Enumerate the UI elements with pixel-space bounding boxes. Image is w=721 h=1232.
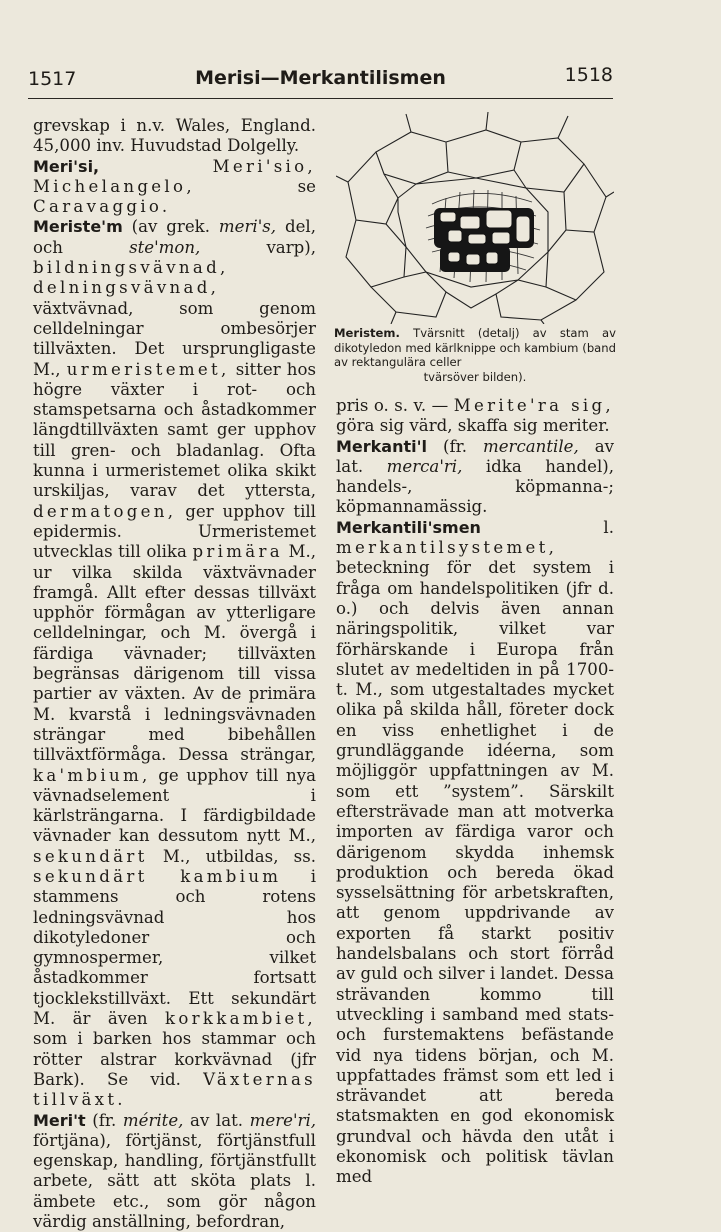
- text: pris o. s. v. —: [336, 396, 449, 415]
- text: l.: [603, 517, 614, 537]
- headword-merkantilismen: Merkantili'smen: [336, 517, 481, 537]
- etymology: merca'ri,: [386, 456, 463, 476]
- caption-text: Tvärsnitt (detalj) av stam av dikotyledon med kärlknippe och kambium (band av rektangulära celler: [334, 326, 617, 369]
- page-number-left: 1517: [28, 68, 77, 90]
- headword-meristem: Meriste'm: [33, 217, 123, 237]
- spaced-term: merkantilsystemet,: [336, 538, 558, 558]
- cell-section-drawing: [336, 112, 614, 324]
- headword-merit: Meri't: [33, 1110, 86, 1130]
- etymology: mercantile,: [482, 436, 579, 456]
- entry-meristem: [33, 217, 316, 1110]
- etymology: mere'ri,: [249, 1110, 317, 1130]
- running-title: Merisi—Merkantilismen: [195, 67, 446, 89]
- spaced-term: urmeristemet,: [66, 359, 230, 379]
- entry-merkantil: [336, 437, 614, 518]
- right-column: [336, 396, 614, 1188]
- text: idka handel), handels-, köpmanna-; köpmannamässig.: [336, 456, 614, 517]
- left-column: [33, 116, 316, 1232]
- spaced-term: Merite'ra sig,: [453, 396, 615, 415]
- headword-merisi: Meri'si,: [33, 156, 100, 176]
- entry-merit-continued: [336, 396, 614, 437]
- text: beteckning för det system i fråga om handelspolitiken (jfr d. o.) och delvis även annan näringspolitik, vilket var förhärskande i Europa från slutet av medeltiden in på 1700-t. M., som utgestaltades mycket olika på skilda håll, företer dock en viss enhetlighet i de grundläggande idéerna, som möjliggör uppfattningen av M. som ett ”system”. Särskilt eftersträvade man att motverka importen av färdiga varor och därigenom skydda inhemsk produktion och bereda ökad sysselsättning för arbetskraften, att genom uppdrivande av exporten få starkt positiv handelsbalans och stort förråd av guld och silver i landet. Dessa strävanden kommo till utveckling i samband med stats- och furstemaktens befästande vid nya tidens början, och M. uppfattades främst som ett led i strävandet att bereda statsmakten en god ekonomisk grundval och hävda den utåt i ekonomisk och politisk tävlan med: [336, 558, 615, 1187]
- page-header: [28, 62, 613, 99]
- text: ge upphov till nya vävnadselement i kärlsträngarna. I färdigbildade vävnader kan dessutom nytt M.,: [33, 765, 317, 846]
- page-number-right: 1518: [564, 64, 613, 86]
- text: (fr.: [92, 1110, 117, 1130]
- text: M., ur vilka skilda växtvävnader framgå. Allt efter dessas tillväxt upphör förmågan av ytterligare celldelningar, och M. övergå i färdiga vävnader; tillväxten begränsas därigenom till vissa partier av växten. Av de primära M. kvarstå i ledningsvävnaden strängar med bibehållen tillväxtförmåga. Dessa strängar,: [33, 542, 317, 765]
- text: del, och: [33, 217, 316, 257]
- etymology: meri's,: [218, 217, 277, 237]
- headword-merkantil: Merkanti'l: [336, 436, 428, 456]
- caption-end: tvärsöver bilden).: [423, 369, 527, 384]
- cross-reference: Caravaggio.: [33, 197, 171, 217]
- continuation-text: grevskap i n.v. Wales, England. 45,000 inv. Huvudstad Dolgelly.: [33, 116, 316, 156]
- meristem-illustration: [336, 112, 614, 324]
- text: (fr.: [443, 436, 467, 456]
- spaced-term: ka'mbium,: [33, 765, 151, 785]
- text: växtvävnad, som genom celldelningar ombesörjer tillväxten. Det ursprungligaste M.,: [33, 298, 316, 379]
- spaced-name: Meri'sio,: [212, 156, 316, 176]
- entry-merisi: [33, 157, 316, 218]
- spaced-term: sekundärt: [33, 846, 148, 866]
- spaced-term: bildningsvävnad,: [33, 258, 229, 278]
- spaced-term: korkkambiet,: [164, 1009, 316, 1029]
- text: M., utbildas, ss.: [162, 846, 316, 866]
- text: som i barken hos stammar och rötter alstrar korkvävnad (jfr Bark). Se vid.: [33, 1029, 316, 1089]
- spaced-term: dermatogen,: [33, 501, 177, 521]
- caption-title: Meristem.: [334, 326, 400, 340]
- text: göra sig värd, skaffa sig meriter.: [336, 416, 610, 436]
- entry-continuation: [33, 116, 316, 157]
- text: i stammens och rotens ledningsvävnad hos dikotyledoner och gymnospermer, vilket åstadkommer fortsatt tjocklekstillväxt. Ett sekundärt M. är även: [33, 866, 317, 1029]
- entry-merit: [33, 1111, 316, 1232]
- spaced-term: sekundärt kambium: [33, 866, 282, 886]
- figure-caption: [334, 326, 616, 384]
- text: av lat.: [190, 1110, 244, 1130]
- etymology: mérite,: [122, 1110, 184, 1130]
- see-word: se: [297, 176, 316, 196]
- cross-reference: Växternas tillväxt.: [33, 1069, 316, 1110]
- entry-merkantilismen: [336, 518, 614, 1188]
- text: (av grek.: [131, 217, 210, 237]
- spaced-name-2: Michelangelo,: [33, 176, 195, 196]
- text: varp),: [266, 237, 317, 257]
- text: sitter hos högre växter i rot- och stamspetsarna och åstadkommer längdtillväxten samt ger upphov till gren- och bladanlag. Ofta kunna i urmeristemet olika skikt urskiljas, varav det yttersta,: [33, 359, 316, 501]
- text: av lat.: [336, 436, 614, 476]
- text: förtjäna), förtjänst, förtjänstfull egenskap, handling, förtjänstfullt arbete, sätt att sköta plats l. ämbete etc., som gör någon värdig anställning, befordran,: [33, 1130, 316, 1232]
- spaced-term: delningsvävnad,: [33, 278, 220, 298]
- etymology: ste'mon,: [129, 237, 201, 257]
- spaced-term: primära: [192, 542, 283, 562]
- text: ger upphov till epidermis. Urmeristemet utvecklas till olika: [33, 501, 316, 562]
